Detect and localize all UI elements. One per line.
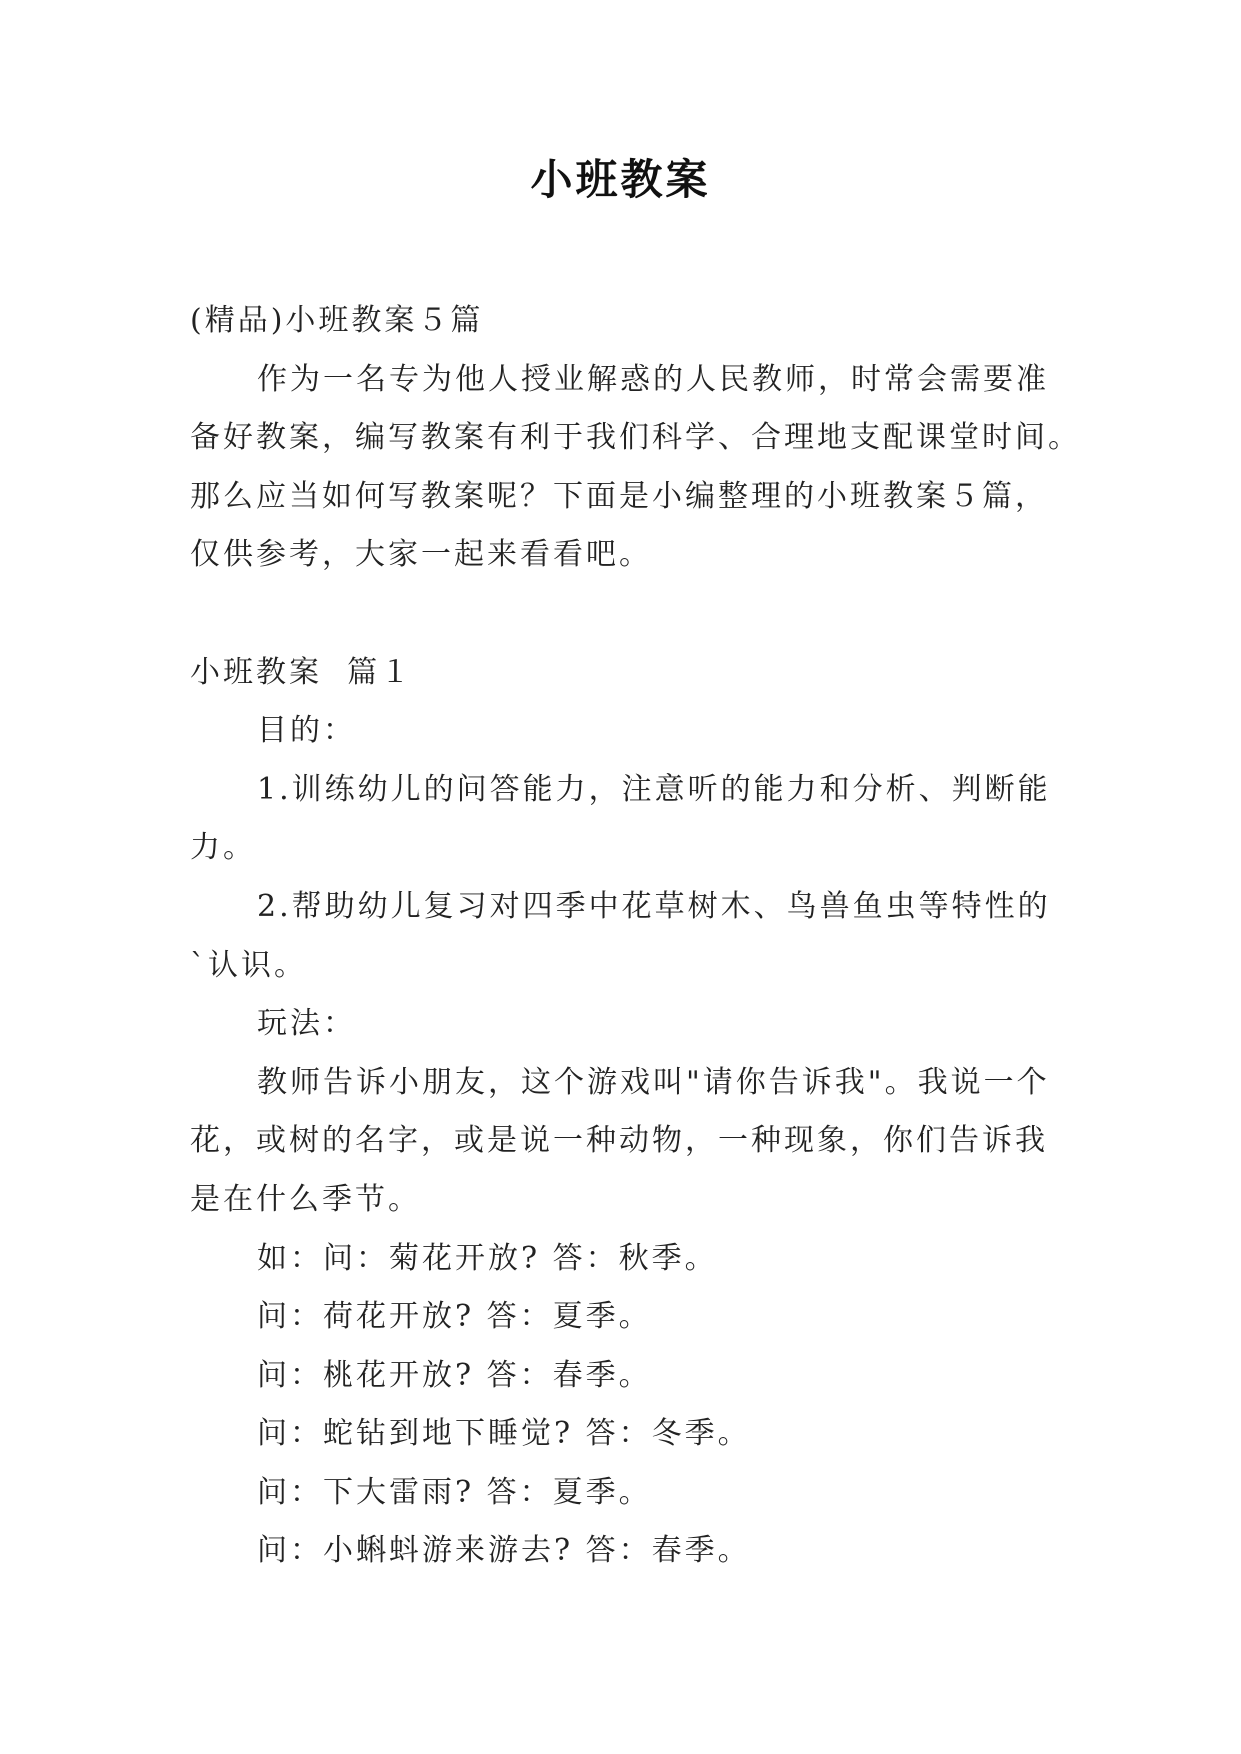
purpose-2-line-2: `认识。 — [190, 947, 307, 983]
qa-line-4: 问：蛇钻到地下睡觉? 答：冬季。 — [257, 1416, 751, 1452]
purpose-2-line-1: 2.帮助幼儿复习对四季中花草树木、鸟兽鱼虫等特性的 — [257, 888, 1051, 924]
intro-line-3: 那么应当如何写教案呢？下面是小编整理的小班教案５篇， — [190, 478, 1048, 514]
play-line-1: 教师告诉小朋友，这个游戏叫"请你告诉我"。我说一个 — [257, 1064, 1050, 1100]
qa-line-3: 问：桃花开放? 答：春季。 — [257, 1357, 652, 1393]
play-label: 玩法： — [257, 1006, 356, 1042]
purpose-1-line-2: 力。 — [190, 830, 256, 866]
purpose-label: 目的： — [257, 713, 356, 749]
qa-line-2: 问：荷花开放? 答：夏季。 — [257, 1299, 652, 1335]
purpose-1-line-1: 1.训练幼儿的问答能力，注意听的能力和分析、判断能 — [257, 771, 1051, 807]
qa-line-1: 如：问：菊花开放? 答：秋季。 — [257, 1240, 718, 1276]
section-heading: 小班教案 篇１ — [190, 654, 414, 690]
intro-line-4: 仅供参考，大家一起来看看吧。 — [190, 537, 652, 573]
qa-line-5: 问：下大雷雨? 答：夏季。 — [257, 1474, 652, 1510]
play-line-2: 花，或树的名字，或是说一种动物，一种现象，你们告诉我 — [190, 1123, 1048, 1159]
intro-line-2: 备好教案，编写教案有利于我们科学、合理地支配课堂时间。 — [190, 420, 1081, 456]
intro-line-1: 作为一名专为他人授业解惑的人民教师，时常会需要准 — [257, 361, 1049, 397]
document-title: 小班教案 — [530, 155, 711, 204]
qa-line-6: 问：小蝌蚪游来游去? 答：春季。 — [257, 1533, 751, 1569]
document-subtitle: (精品)小班教案５篇 — [190, 303, 484, 338]
document-body — [190, 292, 1081, 1581]
paragraph-spacer — [190, 585, 1060, 644]
play-line-3: 是在什么季节。 — [190, 1181, 421, 1217]
